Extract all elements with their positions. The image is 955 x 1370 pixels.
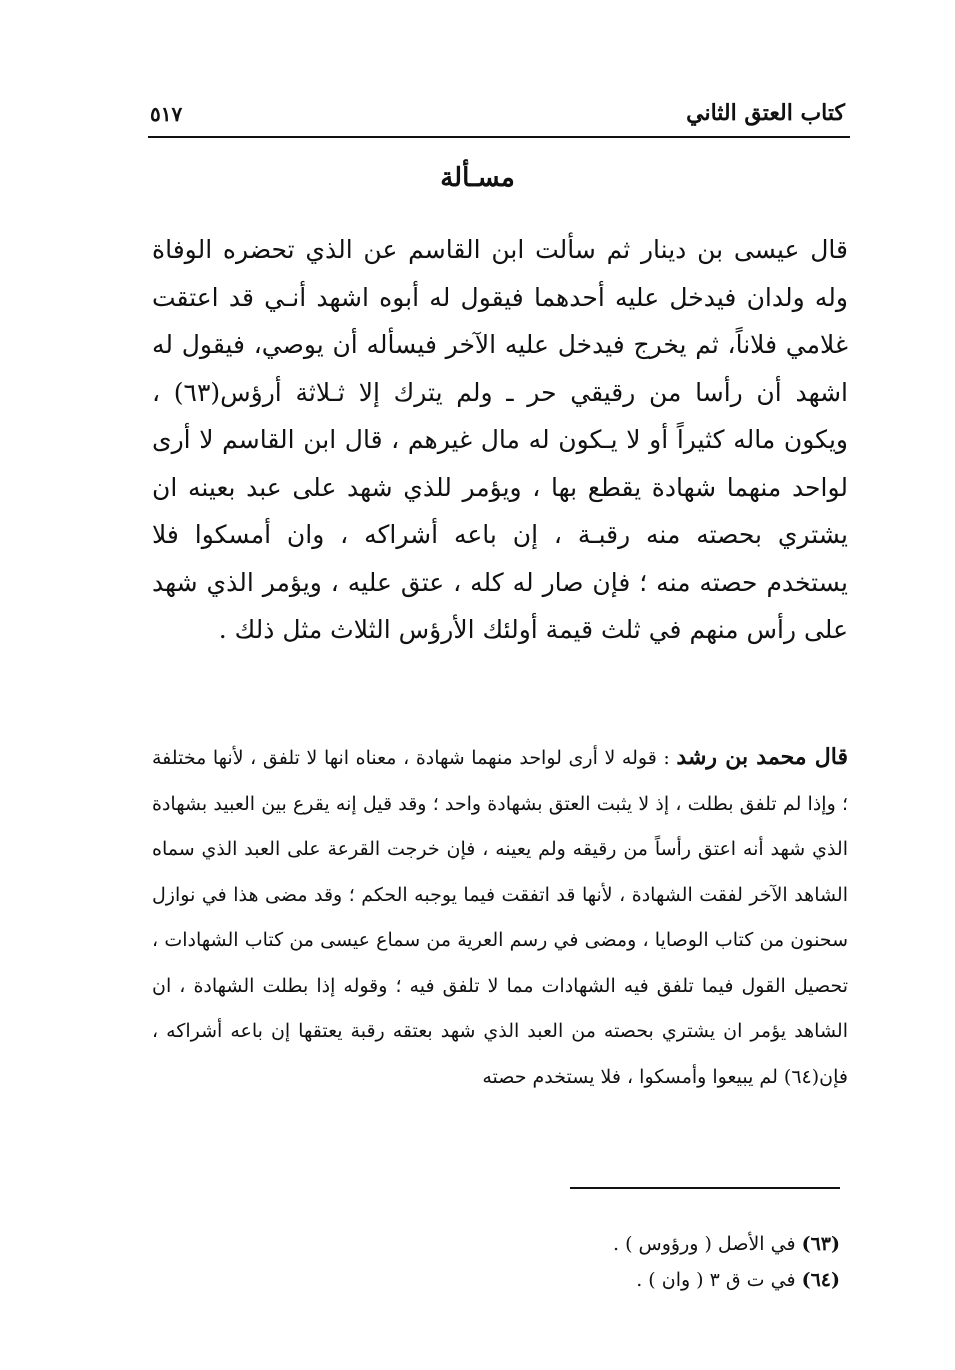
footnote-number: (٦٣)	[801, 1233, 840, 1255]
footnotes	[340, 1226, 840, 1298]
footnote-divider	[570, 1187, 840, 1189]
footnote-number: (٦٤)	[801, 1269, 840, 1291]
header-divider	[148, 136, 850, 138]
footnote-text: في ت ق ٣ ( وان ) .	[636, 1269, 802, 1291]
page-number: ٥١٧	[150, 102, 183, 126]
main-text-block	[152, 226, 848, 654]
commentary-block	[152, 735, 848, 1100]
footnote-63	[340, 1226, 840, 1262]
commentary-lead: قال محمد بن رشد	[676, 744, 848, 770]
footnote-text: في الأصل ( ورؤوس ) .	[613, 1233, 802, 1255]
section-title: مسـألة	[440, 163, 515, 193]
main-paragraph: قال عيسى بن دينار ثم سألت ابن القاسم عن الذي تحضره الوفاة وله ولدان فيدخل عليه أحدهما فيقول له أبوه اشهد أنـي قد اعتقت غلامي فلاناً، ثم يخرج فيدخل عليه الآخر فيسأله أن يوصي، فيقول له اشهد أن رأسا من رقيقي حر ـ ولم يترك إلا ثـلاثة أرؤس(٦٣) ، ويكون ماله كثيراً أو لا يـكون له مال غيرهم ، قال ابن القاسم لا أرى لواحد منهما شهادة يقطع بها ، ويؤمر للذي شهد على عبد بعينه ان يشتري بحصته منه رقبـة ، إن باعه أشراكه ، وان أمسكوا فلا يستخدم حصته منه ؛ فإن صار له كله ، عتق عليه ، ويؤمر الذي شهد على رأس منهم في ثلث قيمة أولئك الأرؤس الثلاث مثل ذلك .	[152, 235, 848, 644]
commentary-paragraph	[152, 735, 848, 1100]
running-header-title: كتاب العتق الثاني	[686, 100, 845, 126]
commentary-text: : قوله لا أرى لواحد منهما شهادة ، معناه انها لا تلفق ، لأنها مختلفة ؛ وإذا لم تلفق بطلت ، إذ لا يثبت العتق بشهادة واحد ؛ وقد قيل إنه يقرع بين العبيد بشهادة الذي شهد أنه اعتق رأساً من رقيقه ولم يعينه ، فإن خرجت القرعة على العبد الذي سماه الشاهد الآخر لفقت الشهادة ، لأنها قد اتفقت فيما يوجبه الحكم ؛ وقد مضى هذا في نوازل سحنون من كتاب الوصايا ، ومضى في رسم العرية من سماع عيسى من كتاب الشهادات ، تحصيل القول فيما تلفق فيه الشهادات مما لا تلفق فيه ؛ وقوله إذا بطلت الشهادة ، ان الشاهد يؤمر ان يشتري بحصته من العبد الذي شهد بعتقه رقبة يعتقها إن باعه أشراكه ، فإن(٦٤) لم يبيعوا وأمسكوا ، فلا يستخدم حصته	[152, 747, 848, 1088]
footnote-64	[340, 1262, 840, 1298]
